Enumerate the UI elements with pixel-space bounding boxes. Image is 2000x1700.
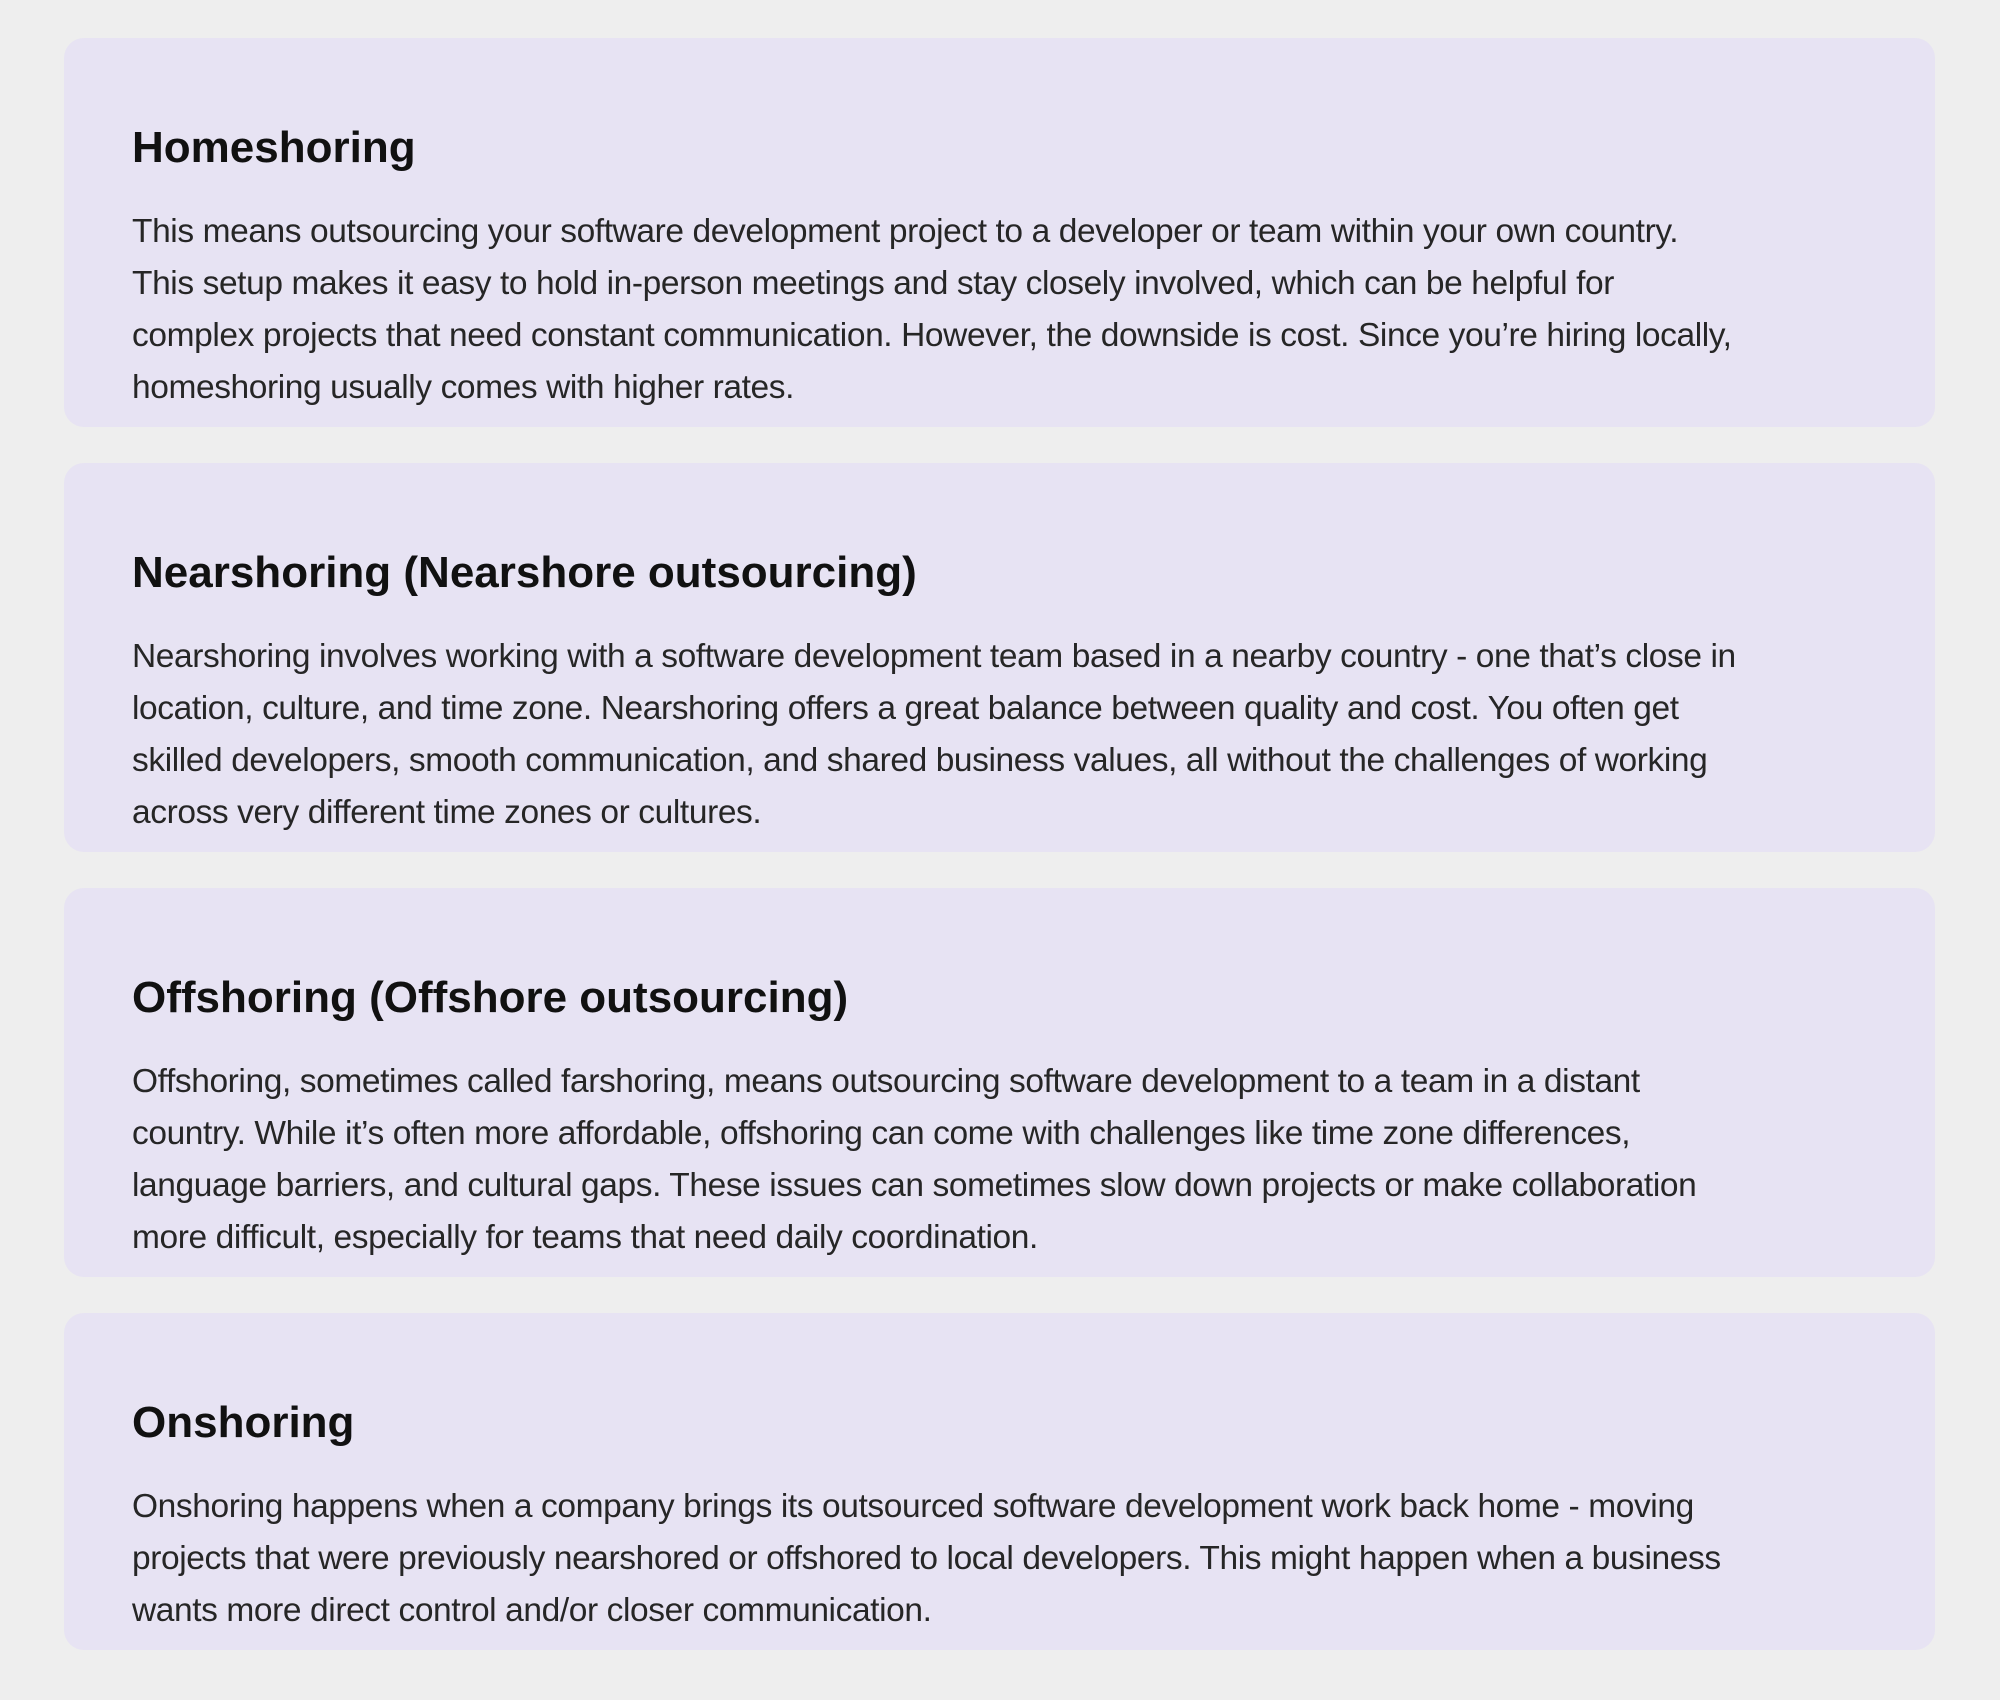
section-body xyxy=(132,1481,1902,1637)
body-line: This means outsourcing your software development project to a developer or team within your own country. xyxy=(132,213,1679,250)
section-body xyxy=(132,1056,1902,1264)
section-card-onshoring xyxy=(64,1313,1935,1650)
section-body xyxy=(132,206,1902,414)
section-card-nearshoring xyxy=(64,463,1935,852)
section-body xyxy=(132,631,1902,839)
body-line: homeshoring usually comes with higher rates. xyxy=(132,369,795,406)
body-line: This setup makes it easy to hold in-person meetings and stay closely involved, which can be helpful for xyxy=(132,265,1614,302)
body-line: more difficult, especially for teams that need daily coordination. xyxy=(132,1219,1038,1256)
section-title: Offshoring (Offshore outsourcing) xyxy=(132,973,849,1022)
body-line: Offshoring, sometimes called farshoring, means outsourcing software development to a team in a distant xyxy=(132,1063,1640,1100)
body-line: location, culture, and time zone. Nearshoring offers a great balance between quality and cost. You often get xyxy=(132,690,1679,727)
body-line: across very different time zones or cultures. xyxy=(132,794,762,831)
section-title: Nearshoring (Nearshore outsourcing) xyxy=(132,548,917,597)
section-card-offshoring xyxy=(64,888,1935,1277)
body-line: language barriers, and cultural gaps. These issues can sometimes slow down projects or make collaboration xyxy=(132,1167,1697,1204)
body-line: skilled developers, smooth communication, and shared business values, all without the challenges of working xyxy=(132,742,1708,779)
body-line: country. While it’s often more affordable, offshoring can come with challenges like time zone differences, xyxy=(132,1115,1631,1152)
body-line: wants more direct control and/or closer communication. xyxy=(132,1592,932,1629)
body-line: Nearshoring involves working with a software development team based in a nearby country - one that’s close in xyxy=(132,638,1736,675)
section-title: Homeshoring xyxy=(132,123,416,172)
body-line: complex projects that need constant communication. However, the downside is cost. Since you’re hiring locally, xyxy=(132,317,1732,354)
body-line: projects that were previously nearshored or offshored to local developers. This might happen when a business xyxy=(132,1540,1721,1577)
section-title: Onshoring xyxy=(132,1398,355,1447)
body-line: Onshoring happens when a company brings its outsourced software development work back home - moving xyxy=(132,1488,1694,1525)
section-card-homeshoring xyxy=(64,38,1935,427)
